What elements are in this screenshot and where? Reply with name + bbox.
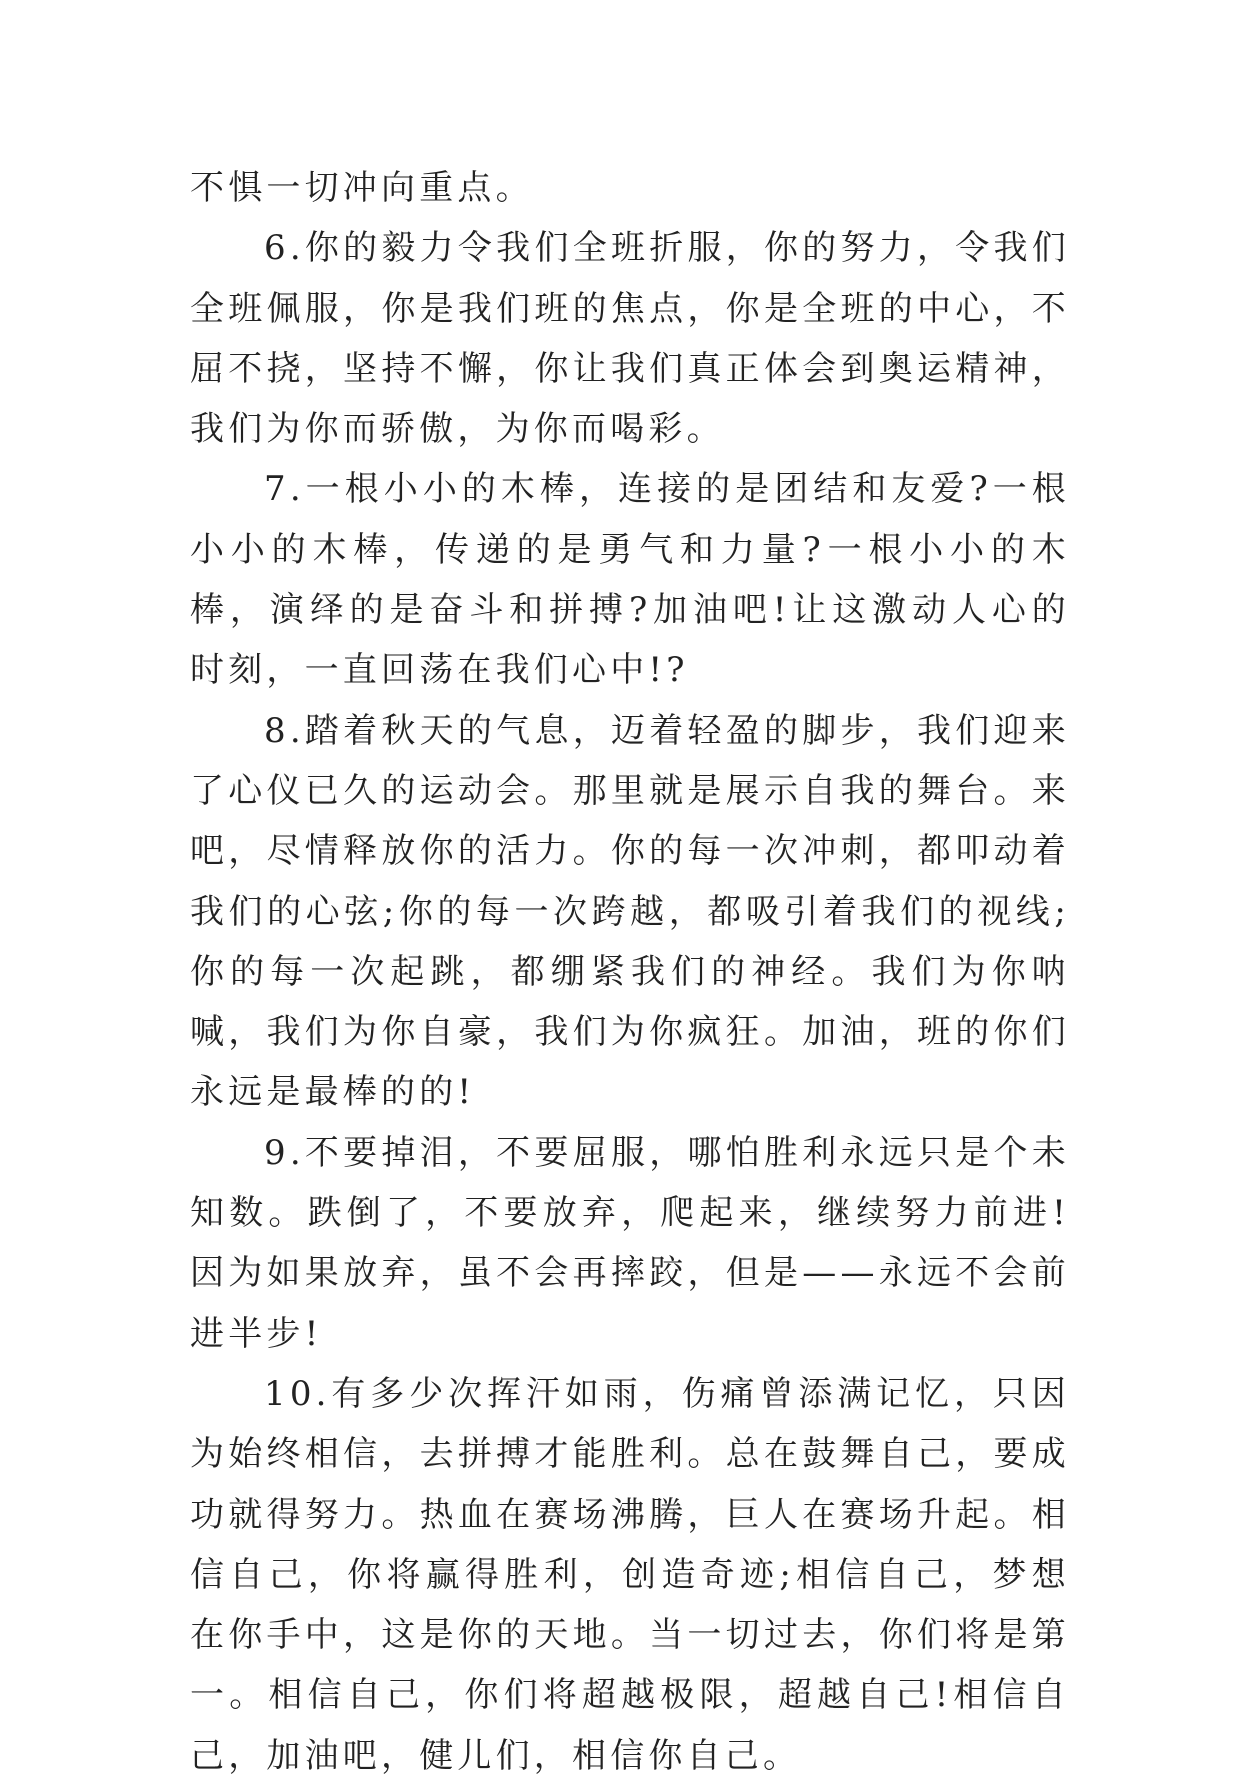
paragraph-continuation: 不惧一切冲向重点。 <box>190 168 534 208</box>
document-body <box>190 158 1070 1786</box>
paragraph-item-8: 8.踏着秋天的气息，迈着轻盈的脚步，我们迎来了心仪已久的运动会。那里就是展示自我的舞台。来吧，尽情释放你的活力。你的每一次冲刺，都叩动着我们的心弦;你的每一次跨越，都吸引着我们的视线;你的每一次起跳，都绷紧我们的神经。我们为你呐喊，我们为你自豪，我们为你疯狂。加油，班的你们永远是最棒的的! <box>190 710 1070 1113</box>
paragraph-item-10: 10.有多少次挥汗如雨，伤痛曾添满记忆，只因为始终相信，去拼搏才能胜利。总在鼓舞自己，要成功就得努力。热血在赛场沸腾，巨人在赛场升起。相信自己，你将赢得胜利，创造奇迹;相信自己，梦想在你手中，这是你的天地。当一切过去，你们将是第一。相信自己，你们将超越极限，超越自己!相信自己，加油吧，健儿们，相信你自己。 <box>190 1373 1070 1776</box>
paragraph-item-7: 7.一根小小的木棒，连接的是团结和友爱?一根小小的木棒，传递的是勇气和力量?一根小小的木棒，演绎的是奋斗和拼搏?加油吧!让这激动人心的时刻，一直回荡在我们心中!? <box>190 469 1070 691</box>
paragraph-item-6: 6.你的毅力令我们全班折服，你的努力，令我们全班佩服，你是我们班的焦点，你是全班的中心，不屈不挠，坚持不懈，你让我们真正体会到奥运精神，我们为你而骄傲，为你而喝彩。 <box>190 228 1070 450</box>
paragraph-item-9: 9.不要掉泪，不要屈服，哪怕胜利永远只是个未知数。跌倒了，不要放弃，爬起来，继续努力前进!因为如果放弃，虽不会再摔跤，但是——永远不会前进半步! <box>190 1132 1070 1354</box>
